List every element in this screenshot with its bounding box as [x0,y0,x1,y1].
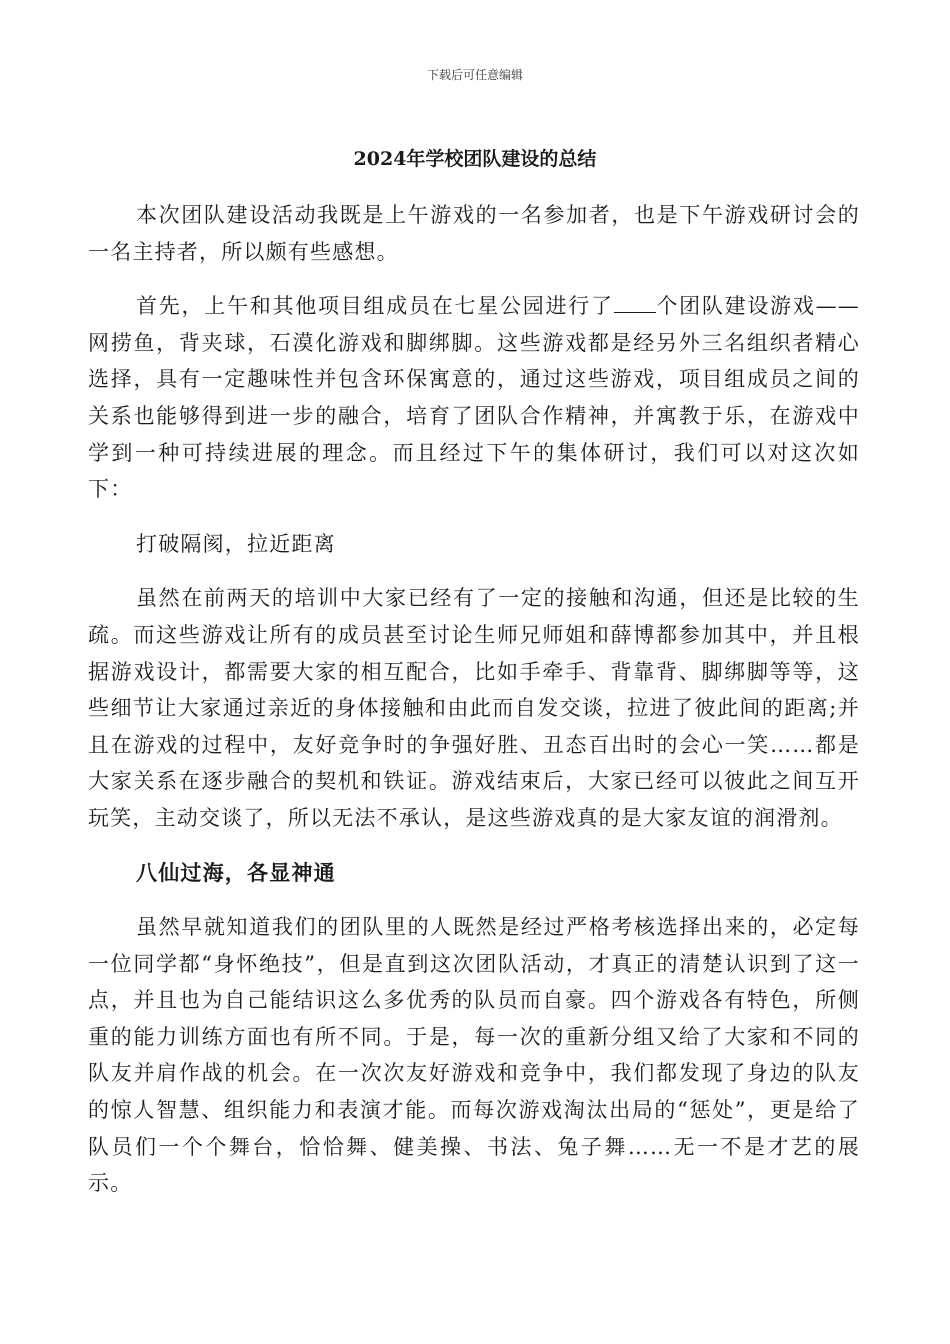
paragraph-talents: 虽然早就知道我们的团队里的人既然是经过严格考核选择出来的，必定每一位同学都“身怀绝技”，但是直到这次团队活动，才真正的清楚认识到了这一点，并且也为自己能结识这么多优秀的队员而自豪。四个游戏各有特色，所侧重的能力训练方面也有所不同。于是，每一次的重新分组又给了大家和不同的队友并肩作战的机会。在一次次友好游戏和竞争中，我们都发现了身边的队友的惊人智慧、组织能力和表演才能。而每次游戏淘汰出局的“惩处”，更是给了队员们一个个舞台，恰恰舞、健美操、书法、兔子舞……无一不是才艺的展示。 [88,915,860,1196]
document-title: 2024年学校团队建设的总结 [353,148,597,170]
paragraph-intro: 本次团队建设活动我既是上午游戏的一名参加者，也是下午游戏研讨会的一名主持者，所以颇有些感想。 [88,203,860,264]
page-header-note: 下载后可任意编辑 [426,68,523,82]
document-body [88,197,860,1220]
paragraph-games-start: 首先，上午和其他项目组成员在七星公园进行了 [136,294,614,319]
section-heading-break-barriers: 打破隔阂，拉近距离 [136,531,336,556]
section-heading-eight-immortals: 八仙过海，各显神通 [136,859,336,885]
paragraph-closer-distance: 虽然在前两天的培训中大家已经有了一定的接触和沟通，但还是比较的生疏。而这些游戏让所有的成员甚至讨论生师兄师姐和薛博都参加其中，并且根据游戏设计，都需要大家的相互配合，比如手牵手、背靠背、脚绑脚等等，这些细节让大家通过亲近的身体接触和由此而自发交谈，拉进了彼此间的距离;并且在游戏的过程中，友好竞争时的争强好胜、丑态百出时的会心一笑……都是大家关系在逐步融合的契机和铁证。游戏结束后，大家已经可以彼此之间互开玩笑，主动交谈了，所以无法不承认，是这些游戏真的是大家友谊的润滑剂。 [88,586,860,830]
paragraph-games [88,288,860,508]
paragraph-games-rest: 个团队建设游戏——网捞鱼，背夹球，石漠化游戏和脚绑脚。这些游戏都是经另外三名组织者精心选择，具有一定趣味性并包含环保寓意的，通过这些游戏，项目组成员之间的关系也能够得到进一步的融合，培育了团队合作精神，并寓教于乐，在游戏中学到一种可持续进展的理念。而且经过下午的集体研讨，我们可以对这次如下： [88,294,860,502]
fill-in-blank [614,294,656,313]
